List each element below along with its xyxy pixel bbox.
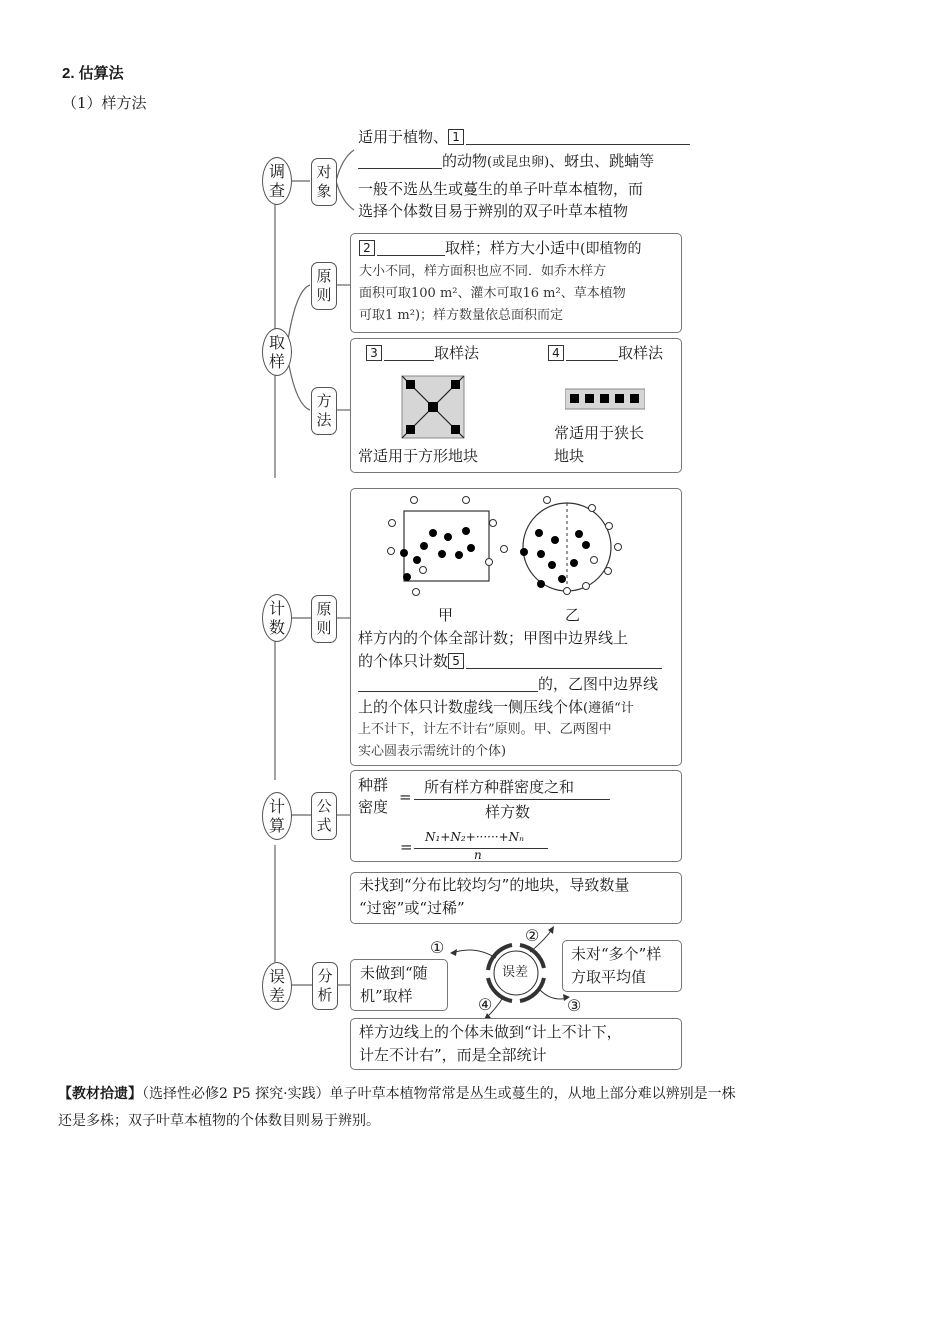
- object-line-2-rest: 、蚜虫、跳蝻等: [549, 152, 655, 170]
- method-equidistant: [548, 342, 663, 364]
- error-top-line-2: “过密”或“过稀”: [359, 899, 465, 917]
- node-sampling-label: 取样: [269, 333, 286, 371]
- object-line-4: 选择个体数目易于辨别的双子叶草本植物: [358, 202, 629, 220]
- method-caption-square: 常适用于方形地块: [358, 447, 479, 465]
- blank-line-1b: [358, 153, 442, 169]
- tag-object-label: 对象: [316, 163, 332, 200]
- error-right-line-1: 未对“多个”样: [571, 945, 662, 963]
- section-heading: 2. 估算法: [62, 65, 124, 82]
- formula-lhs-2: 密度: [358, 798, 389, 816]
- node-survey: [262, 157, 292, 205]
- textbook-note-text-1: 单子叶草本植物常常是丛生或蔓生的，从地上部分难以辨别是一株: [329, 1086, 736, 1102]
- link-sampling-method: [288, 360, 310, 410]
- tag-principle-sampling: [311, 262, 337, 310]
- tag-analysis-label: 分析: [317, 967, 333, 1004]
- blank-number-1: 1: [448, 129, 464, 145]
- error-marker-4: ④: [478, 995, 493, 1014]
- tag-method: [311, 387, 337, 435]
- error-marker-1: ①: [430, 938, 445, 957]
- blank-number-4: 4: [548, 345, 564, 361]
- textbook-note-line-2: 还是多株；双子叶草本植物的个体数目则易于辨别。: [58, 1113, 380, 1129]
- counting-line-3-text: 的，乙图中边界线: [538, 675, 659, 693]
- blank-number-5: 5: [448, 653, 464, 669]
- method-five-point-label: 取样法: [434, 344, 480, 362]
- blank-line-5b: [358, 676, 538, 692]
- object-line-1-text: 适用于植物、: [358, 128, 449, 146]
- equidistant-sampling-figure: [565, 388, 645, 410]
- node-calc: [262, 792, 292, 840]
- textbook-note-source: （选择性必修2 P5 探究·实践）: [142, 1086, 330, 1102]
- error-center-label: 误差: [502, 965, 529, 980]
- error-left-line-1: 未做到“随: [360, 964, 428, 982]
- blank-line-2: [377, 240, 445, 256]
- subsection-heading: （1）样方法: [62, 94, 147, 112]
- figure-label-b: 乙: [565, 606, 581, 624]
- error-right-line-2: 方取平均值: [571, 968, 647, 986]
- tag-formula-label: 公式: [316, 797, 332, 834]
- node-calc-label: 计算: [269, 797, 286, 835]
- principle-line-1-b: (即植物的: [580, 241, 642, 257]
- error-top-line-1: 未找到“分布比较均匀”的地块，导致数量: [359, 876, 630, 894]
- node-survey-label: 调查: [269, 162, 286, 200]
- error-marker-3: ③: [567, 996, 582, 1015]
- object-line-2: [358, 150, 654, 174]
- object-line-3: 一般不选丛生或蔓生的单子叶草本植物，而: [358, 180, 644, 198]
- principle-line-4: 可取1 m²)；样方数量依总面积而定: [359, 308, 564, 323]
- five-point-sampling-figure: [400, 374, 466, 440]
- principle-line-1: [359, 237, 641, 260]
- node-counting: [262, 594, 292, 642]
- tag-principle-counting: [311, 595, 337, 643]
- counting-line-2-text: 的个体只计数: [358, 652, 449, 670]
- counting-line-2: [358, 650, 662, 672]
- principle-line-1-a: 取样；样方大小适中: [445, 239, 581, 257]
- object-line-2-suffix: 的动物: [442, 152, 488, 170]
- counting-line-4-b: (遵循“计: [583, 701, 634, 716]
- node-sampling: [262, 328, 292, 376]
- blank-line-5: [466, 653, 662, 669]
- formula-denominator: 样方数: [485, 803, 531, 821]
- link-sampling-principle: [288, 285, 310, 340]
- principle-line-3: 面积可取100 m²、灌木可取16 m²、草本植物: [359, 286, 626, 301]
- blank-line-1: [466, 129, 690, 145]
- error-bottom-line-1: 样方边线上的个体未做到“计上不计下，: [359, 1023, 622, 1041]
- formula-lhs-1: 种群: [358, 776, 389, 794]
- blank-line-4: [566, 345, 618, 361]
- brace-object-bottom: [336, 181, 354, 210]
- figure-label-a: 甲: [438, 606, 454, 624]
- formula-equals: =: [399, 788, 412, 806]
- formula-numerator-2: N₁+N₂+······+Nₙ: [425, 830, 525, 844]
- textbook-note-label: 【教材拾遗】: [58, 1085, 142, 1101]
- node-counting-label: 计数: [269, 599, 286, 637]
- counting-figure-circle: [510, 490, 640, 600]
- formula-fraction-bar: [414, 799, 610, 800]
- tag-object: [311, 158, 337, 206]
- tag-principle-sampling-label: 原则: [316, 267, 332, 304]
- method-caption-strip-2: 地块: [554, 447, 585, 465]
- method-caption-strip-1: 常适用于狭长: [554, 424, 645, 442]
- node-error-label: 误差: [269, 967, 286, 1005]
- formula-numerator: 所有样方种群密度之和: [424, 778, 575, 796]
- counting-line-5: 上不计下，计左不计右”原则。甲、乙两图中: [358, 722, 612, 737]
- blank-number-3: 3: [366, 345, 382, 361]
- counting-line-1: 样方内的个体全部计数；甲图中边界线上: [358, 629, 629, 647]
- textbook-note-line-1: [58, 1079, 888, 1108]
- tag-method-label: 方法: [316, 392, 332, 429]
- error-bottom-line-2: 计左不计右”，而是全部统计: [359, 1046, 547, 1064]
- counting-figure-square: [380, 490, 510, 600]
- counting-line-4: [358, 696, 634, 720]
- method-five-point: [366, 342, 479, 364]
- counting-line-3: [358, 673, 658, 695]
- error-left-line-2: 机”取样: [360, 987, 413, 1005]
- counting-line-6: 实心圆表示需统计的个体): [358, 744, 507, 759]
- tag-formula: [311, 792, 337, 840]
- formula-denominator-2: n: [474, 848, 482, 862]
- brace-object-top: [336, 150, 354, 181]
- blank-number-2: 2: [359, 240, 375, 256]
- node-error: [262, 962, 292, 1010]
- error-marker-2: ②: [525, 926, 540, 945]
- tag-analysis: [312, 962, 338, 1010]
- formula-equals-2: =: [400, 838, 413, 856]
- blank-line-3: [384, 345, 434, 361]
- object-line-2-note: (或昆虫卵): [487, 155, 550, 170]
- object-line-1: [358, 126, 690, 148]
- method-equidistant-label: 取样法: [618, 344, 664, 362]
- counting-line-4-a: 上的个体只计数虚线一侧压线个体: [358, 698, 584, 716]
- principle-line-2: 大小不同，样方面积也应不同．如乔木样方: [359, 264, 607, 279]
- tag-principle-counting-label: 原则: [316, 600, 332, 637]
